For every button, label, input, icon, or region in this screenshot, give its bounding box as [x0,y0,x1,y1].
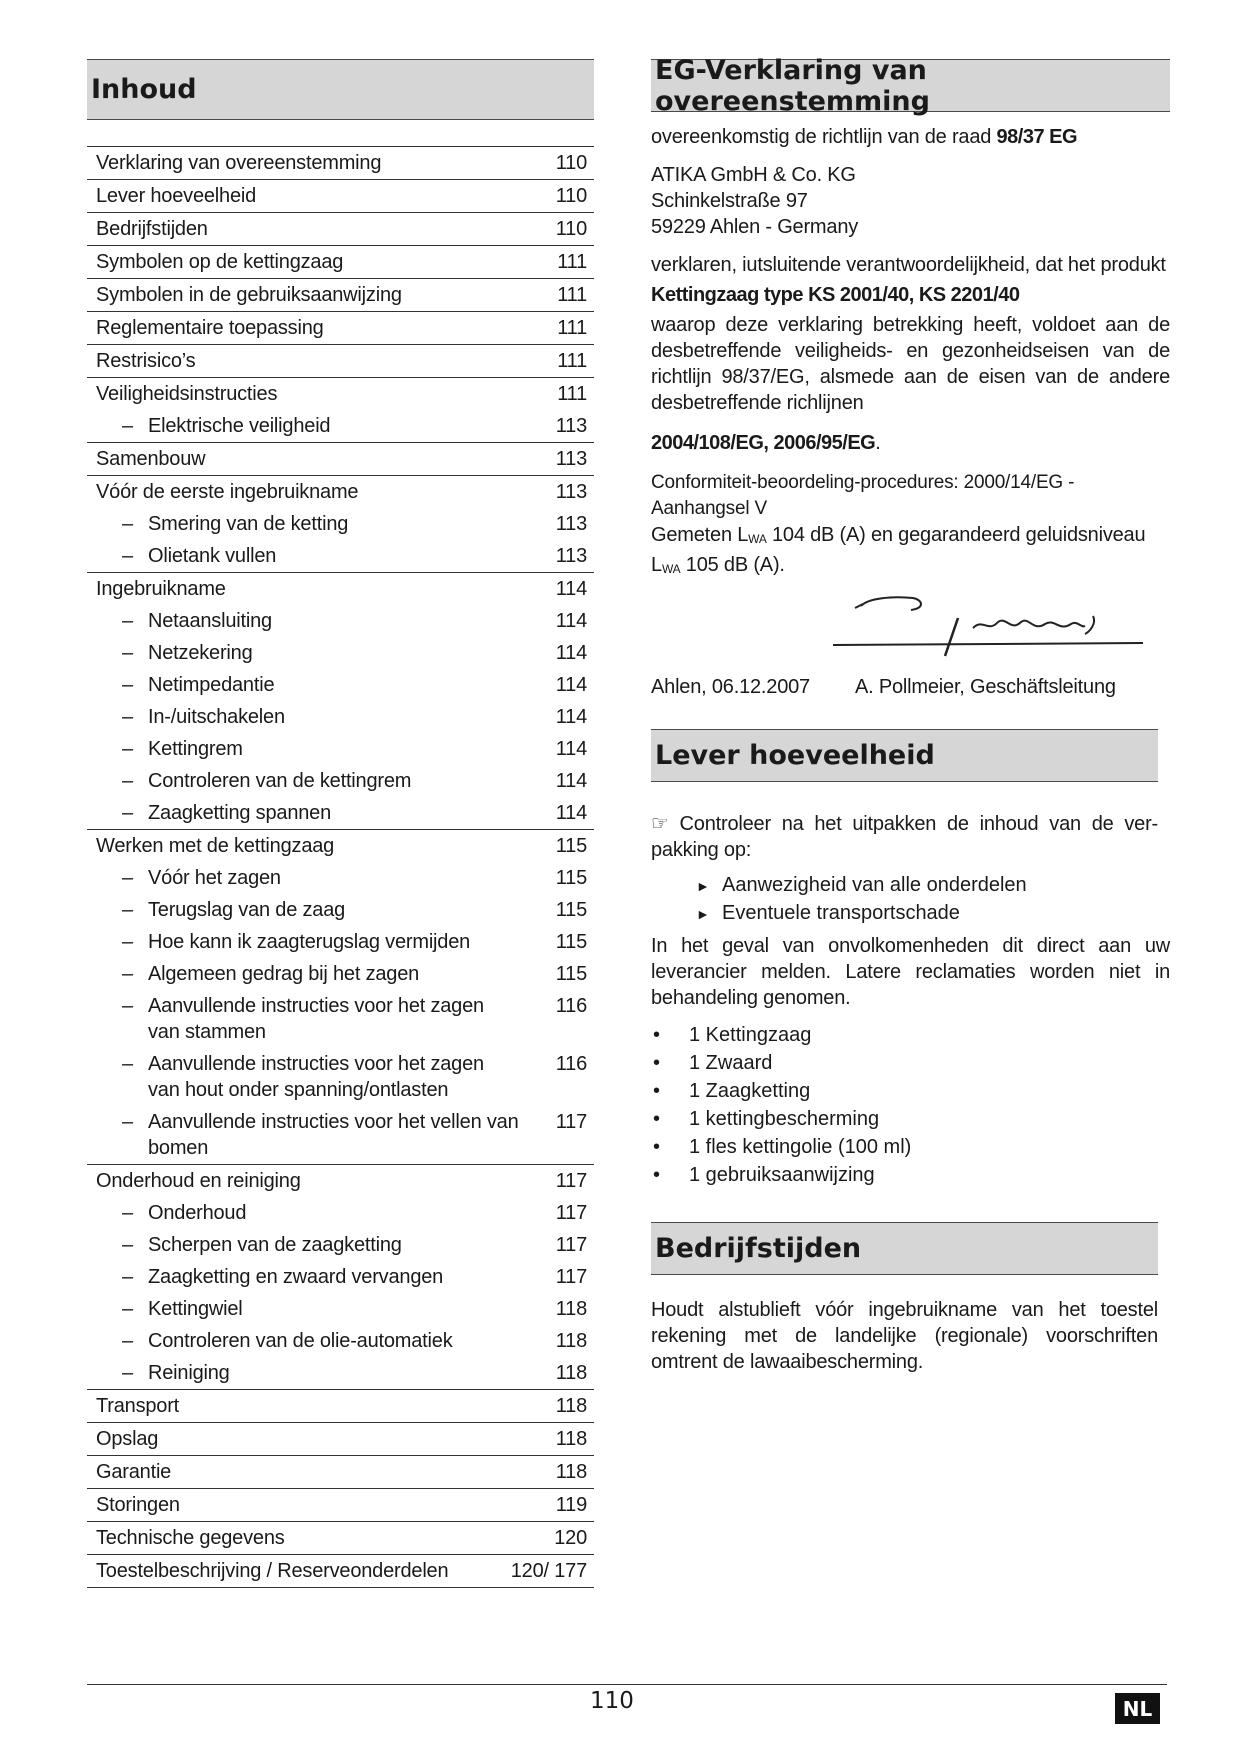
toc-page-number: 118 [555,1461,587,1483]
toc-page-number: 117 [555,1111,587,1133]
language-badge: NL [1115,1693,1160,1724]
toc-entry-text: – Zaagketting spannen [148,802,332,824]
guaranteed-post: 105 dB (A). [680,554,785,576]
toc-entry [87,278,594,311]
toc-entry [87,829,594,862]
toc-entry [87,377,594,410]
toc-entry [87,1422,594,1455]
toc-entry-text: – Kettingrem [148,738,243,760]
page-number: 110 [590,1688,634,1714]
toc-entry-text: – Vóór het zagen [148,867,281,889]
toc-entry-text: – Aanvullende instructies voor het zagen [148,1053,484,1075]
product-name: Kettingzaag type KS 2001/40, KS 2201/40 [651,284,1020,306]
operating-times-heading: Bedrijfstijden [651,1222,1158,1275]
toc-entry [87,475,594,508]
toc-entry-text: – Elektrische veiligheid [148,415,331,437]
other-directives: 2004/108/EG, 2006/95/EG [651,432,876,454]
toc-entry-text: Samenbouw [96,448,206,470]
toc-entry-title [96,833,556,859]
toc-entry [87,1488,594,1521]
toc-entry-text: – Terugslag van de zaag [148,899,346,921]
toc-entry-text: – Reiniging [148,1362,230,1384]
toc-entry-title [96,1426,556,1452]
toc-subentry [87,958,594,990]
toc-subentry [87,1229,594,1261]
toc-entry-text: Vóór de eerste ingebruikname [96,481,359,503]
guaranteed-pre: L [651,554,662,576]
toc-entry-title [96,511,556,537]
toc-entry-title [96,1264,556,1290]
toc-page-number: 117 [555,1266,587,1288]
toc-entry-title [96,1393,556,1419]
toc-subentry [87,862,594,894]
list-item: • 1 fles kettingolie (100 ml) [651,1133,1170,1161]
toc-entry [87,1521,594,1554]
toc-entry-title [96,216,556,242]
toc-entry-title [96,1360,556,1386]
toc-page-number: 113 [555,415,587,437]
toc-entry-text-cont: van hout onder spanning/ontlasten [148,1079,449,1101]
toc-page-number: 117 [555,1170,587,1192]
toc-entry-title [96,1492,556,1518]
toc-entry-text: – Netzekering [148,642,253,664]
toc-entry-text: Restrisico’s [96,350,196,372]
toc-page-number: 113 [555,481,587,503]
measured-post: 104 dB (A) en gegarandeerd geluidsniveau [766,524,1146,546]
toc-entry-text: Verklaring van overeenstemming [96,152,382,174]
toc-entry [87,245,594,278]
toc-entry-title [96,1459,556,1485]
address-line: 59229 Ahlen - Germany [651,216,859,238]
delivery-notice: In het geval van onvolkomenheden dit direct aan uw leverancier melden. Latere reclamaties worden niet in behandeling genomen. [651,935,1170,1009]
toc-entry-text: – Onderhoud [148,1202,247,1224]
toc-page-number: 118 [555,1330,587,1352]
delivery-heading: Lever hoeveelheid [651,729,1158,782]
toc-entry-title [96,1558,511,1584]
toc-entry-title [96,576,556,602]
toc-entry-text: – Controleren van de kettingrem [148,770,412,792]
toc-page-number: 115 [555,867,587,889]
toc-page-number: 111 [557,383,587,405]
toc-subentry [87,926,594,958]
list-item: • 1 Kettingzaag [651,1021,1170,1049]
signature-line [651,674,1170,700]
toc-entry-title [96,1051,556,1103]
toc-page-number: 114 [555,802,587,824]
toc-entry [87,1455,594,1488]
toc-page-number: 115 [555,931,587,953]
toc-page-number: 120 [554,1527,587,1549]
toc-entry-text: – Zaagketting en zwaard vervangen [148,1266,444,1288]
list-item: • 1 gebruiksaanwijzing [651,1161,1170,1189]
toc-entry-text: – Aanvullende instructies voor het vellen van [148,1111,519,1133]
toc-entry-text-cont: van stammen [148,1021,266,1043]
delivery-items [651,1021,1170,1189]
declaration-intro-text: overeenkomstig de richtlijn van de raad [651,126,997,148]
toc-page-number: 114 [555,770,587,792]
toc-page-number: 111 [557,251,587,273]
list-item: ► Aanwezigheid van alle onderdelen [696,871,1170,899]
other-directives-line [651,430,1170,456]
toc-entry [87,146,594,179]
toc-page-number: 113 [555,545,587,567]
signature-image [823,588,1153,668]
footer-divider [87,1684,1167,1685]
toc-entry-title [96,1328,556,1354]
toc-page-number: 118 [555,1395,587,1417]
toc-entry-text: Storingen [96,1494,180,1516]
toc-entry-text: Symbolen op de kettingzaag [96,251,344,273]
toc-subentry [87,540,594,572]
toc-entry-text: – Kettingwiel [148,1298,243,1320]
toc-entry-text: – Hoe kann ik zaagterugslag vermijden [148,931,471,953]
toc-entry-text: Toestelbeschrijving / Reserveonderdelen [96,1560,449,1582]
toc-entry-title [96,1200,556,1226]
toc-entry-text: – Olietank vullen [148,545,277,567]
toc-entry [87,311,594,344]
toc-subentry [87,765,594,797]
declaration-heading: EG-Verklaring van overeenstemming [651,59,1170,112]
toc-subentry [87,733,594,765]
toc-subentry [87,1106,594,1164]
declaration-body: waarop deze verklaring betrekking heeft, voldoet aan de desbetreffende veiligheids- en gezonheidseisen van de richtlijn 98/37/EG, alsmede aan de eisen van de andere desbetreffende richlijnen [651,314,1170,414]
toc-entry-text: Onderhoud en reiniging [96,1170,301,1192]
toc-entry-title [96,608,556,634]
toc-page-number: 119 [555,1494,587,1516]
toc-entry-title [96,348,557,374]
toc-entry-title [96,1109,556,1161]
toc-entry-text: – Algemeen gedrag bij het zagen [148,963,420,985]
toc-subentry [87,1357,594,1389]
address-line: Schinkelstraße 97 [651,190,808,212]
toc-subentry [87,701,594,733]
toc-page-number: 116 [555,995,587,1017]
toc-entry-title [96,1525,554,1551]
toc-entry-title [96,315,557,341]
toc-subentry [87,1325,594,1357]
toc-entry-title [96,800,556,826]
guaranteed-sub: WA [661,562,681,576]
table-of-contents [87,59,594,1588]
toc-entry-title [96,479,556,505]
operating-times-text: Houdt alstublieft vóór ingebruikname van het toestel rekening met de landelijke (regionale) voorschriften omtrent de lawaaibescherming. [651,1299,1158,1373]
conformity-procedures: Conformiteit-beoordeling-procedures: 2000/14/EG - [651,472,1075,493]
measured-sub: WA [748,532,767,546]
toc-entry-text: – Netimpedantie [148,674,275,696]
toc-page-number: 111 [557,350,587,372]
toc-entry-text: – Controleren van de olie-automatiek [148,1330,453,1352]
toc-page-number: 111 [557,317,587,339]
toc-entry-text: – Smering van de ketting [148,513,349,535]
toc-page-number: 118 [555,1362,587,1384]
toc-page-number: 114 [555,706,587,728]
toc-entry [87,1554,594,1587]
measured-level [651,522,1170,552]
toc-entry-title [96,640,556,666]
toc-page-number: 118 [555,1298,587,1320]
toc-page-number: 120/ 177 [510,1560,587,1582]
toc-entry [87,179,594,212]
toc-page-number: 115 [555,835,587,857]
toc-page-number: 114 [555,578,587,600]
toc-page-number: 114 [555,674,587,696]
toc-entry-title [96,413,556,439]
toc-entry-text: Reglementaire toepassing [96,317,324,339]
toc-page-number: 110 [555,152,587,174]
address-line: ATIKA GmbH & Co. KG [651,164,856,186]
toc-subentry [87,410,594,442]
toc-subentry [87,1293,594,1325]
toc-entry-text: Opslag [96,1428,159,1450]
toc-page-number: 118 [555,1428,587,1450]
toc-subentry [87,990,594,1048]
toc-subentry [87,508,594,540]
toc-entry-text: – Scherpen van de zaagketting [148,1234,402,1256]
guaranteed-level [651,552,1170,582]
toc-entry [87,344,594,377]
toc-entry-text: Werken met de kettingzaag [96,835,335,857]
toc-page-number: 114 [555,642,587,664]
manufacturer-address [651,162,1170,240]
toc-entry-title [96,704,556,730]
list-item: • 1 kettingbescherming [651,1105,1170,1133]
toc-entry [87,1164,594,1197]
conformity-annex: Aanhangsel V [651,498,767,519]
toc-list [87,146,594,1588]
list-item: ► Eventuele transportschade [696,899,1170,927]
toc-entry-text-cont: bomen [148,1137,209,1159]
toc-entry-text: – In-/uitschakelen [148,706,285,728]
toc-subentry [87,1261,594,1293]
toc-entry-title [96,993,556,1045]
toc-page-number: 117 [555,1234,587,1256]
toc-entry-title [96,183,556,209]
declaration-statement: verklaren, iutsluitende verantwoordelijkheid, dat het produkt [651,254,1166,276]
toc-subentry [87,637,594,669]
toc-entry-text: Veiligheidsinstructies [96,383,278,405]
toc-entry-title [96,672,556,698]
toc-subentry [87,1197,594,1229]
toc-page-number: 114 [555,610,587,632]
toc-entry-title [96,929,556,955]
toc-subentry [87,605,594,637]
toc-entry [87,1389,594,1422]
toc-subentry [87,669,594,701]
toc-entry-title [96,1296,556,1322]
toc-page-number: 116 [555,1053,587,1075]
list-item: • 1 Zaagketting [651,1077,1170,1105]
delivery-check-list [651,871,1170,927]
right-column [651,54,1170,1375]
toc-entry-text: Technische gegevens [96,1527,285,1549]
signatory: A. Pollmeier, Geschäftsleitung [855,676,1116,698]
toc-entry-title [96,249,557,275]
toc-entry-title [96,1232,556,1258]
other-directives-tail: . [875,432,881,454]
toc-entry-text: Lever hoeveelheid [96,185,257,207]
toc-subentry [87,797,594,829]
toc-heading: Inhoud [87,59,594,120]
toc-subentry [87,1048,594,1106]
delivery-check [651,810,1158,863]
toc-entry-title [96,897,556,923]
delivery-check-text: Controleer na het uitpakken de inhoud van de ver-pakking op: [651,813,1158,861]
toc-entry-title [96,150,556,176]
declaration-directive: 98/37 EG [996,126,1078,148]
toc-entry-text: – Aanvullende instructies voor het zagen [148,995,484,1017]
toc-entry-title [96,446,556,472]
toc-entry-title [96,543,556,569]
toc-entry-title [96,961,556,987]
toc-entry-text: – Netaansluiting [148,610,272,632]
toc-page-number: 115 [555,899,587,921]
toc-entry-title [96,768,556,794]
declaration-intro [651,124,1170,150]
toc-entry-text: Transport [96,1395,180,1417]
toc-page-number: 111 [557,284,587,306]
toc-page-number: 113 [555,448,587,470]
toc-entry-text: Symbolen in de gebruiksaanwijzing [96,284,402,306]
toc-page-number: 113 [555,513,587,535]
toc-entry [87,572,594,605]
toc-entry-title [96,1168,556,1194]
toc-page-number: 114 [555,738,587,760]
toc-page-number: 110 [555,218,587,240]
toc-page-number: 115 [555,963,587,985]
toc-entry-title [96,736,556,762]
toc-entry-text: Garantie [96,1461,172,1483]
toc-entry [87,212,594,245]
toc-page-number: 117 [555,1202,587,1224]
hand-pointer-icon: ☞ [651,811,669,835]
toc-entry [87,442,594,475]
toc-entry-title [96,381,557,407]
list-item: • 1 Zwaard [651,1049,1170,1077]
measured-pre: Gemeten L [651,524,749,546]
toc-entry-title [96,282,557,308]
place-date: Ahlen, 06.12.2007 [651,676,810,698]
toc-entry-text: Bedrijfstijden [96,218,208,240]
toc-entry-text: Ingebruikname [96,578,226,600]
toc-page-number: 110 [555,185,587,207]
toc-subentry [87,894,594,926]
toc-entry-title [96,865,556,891]
